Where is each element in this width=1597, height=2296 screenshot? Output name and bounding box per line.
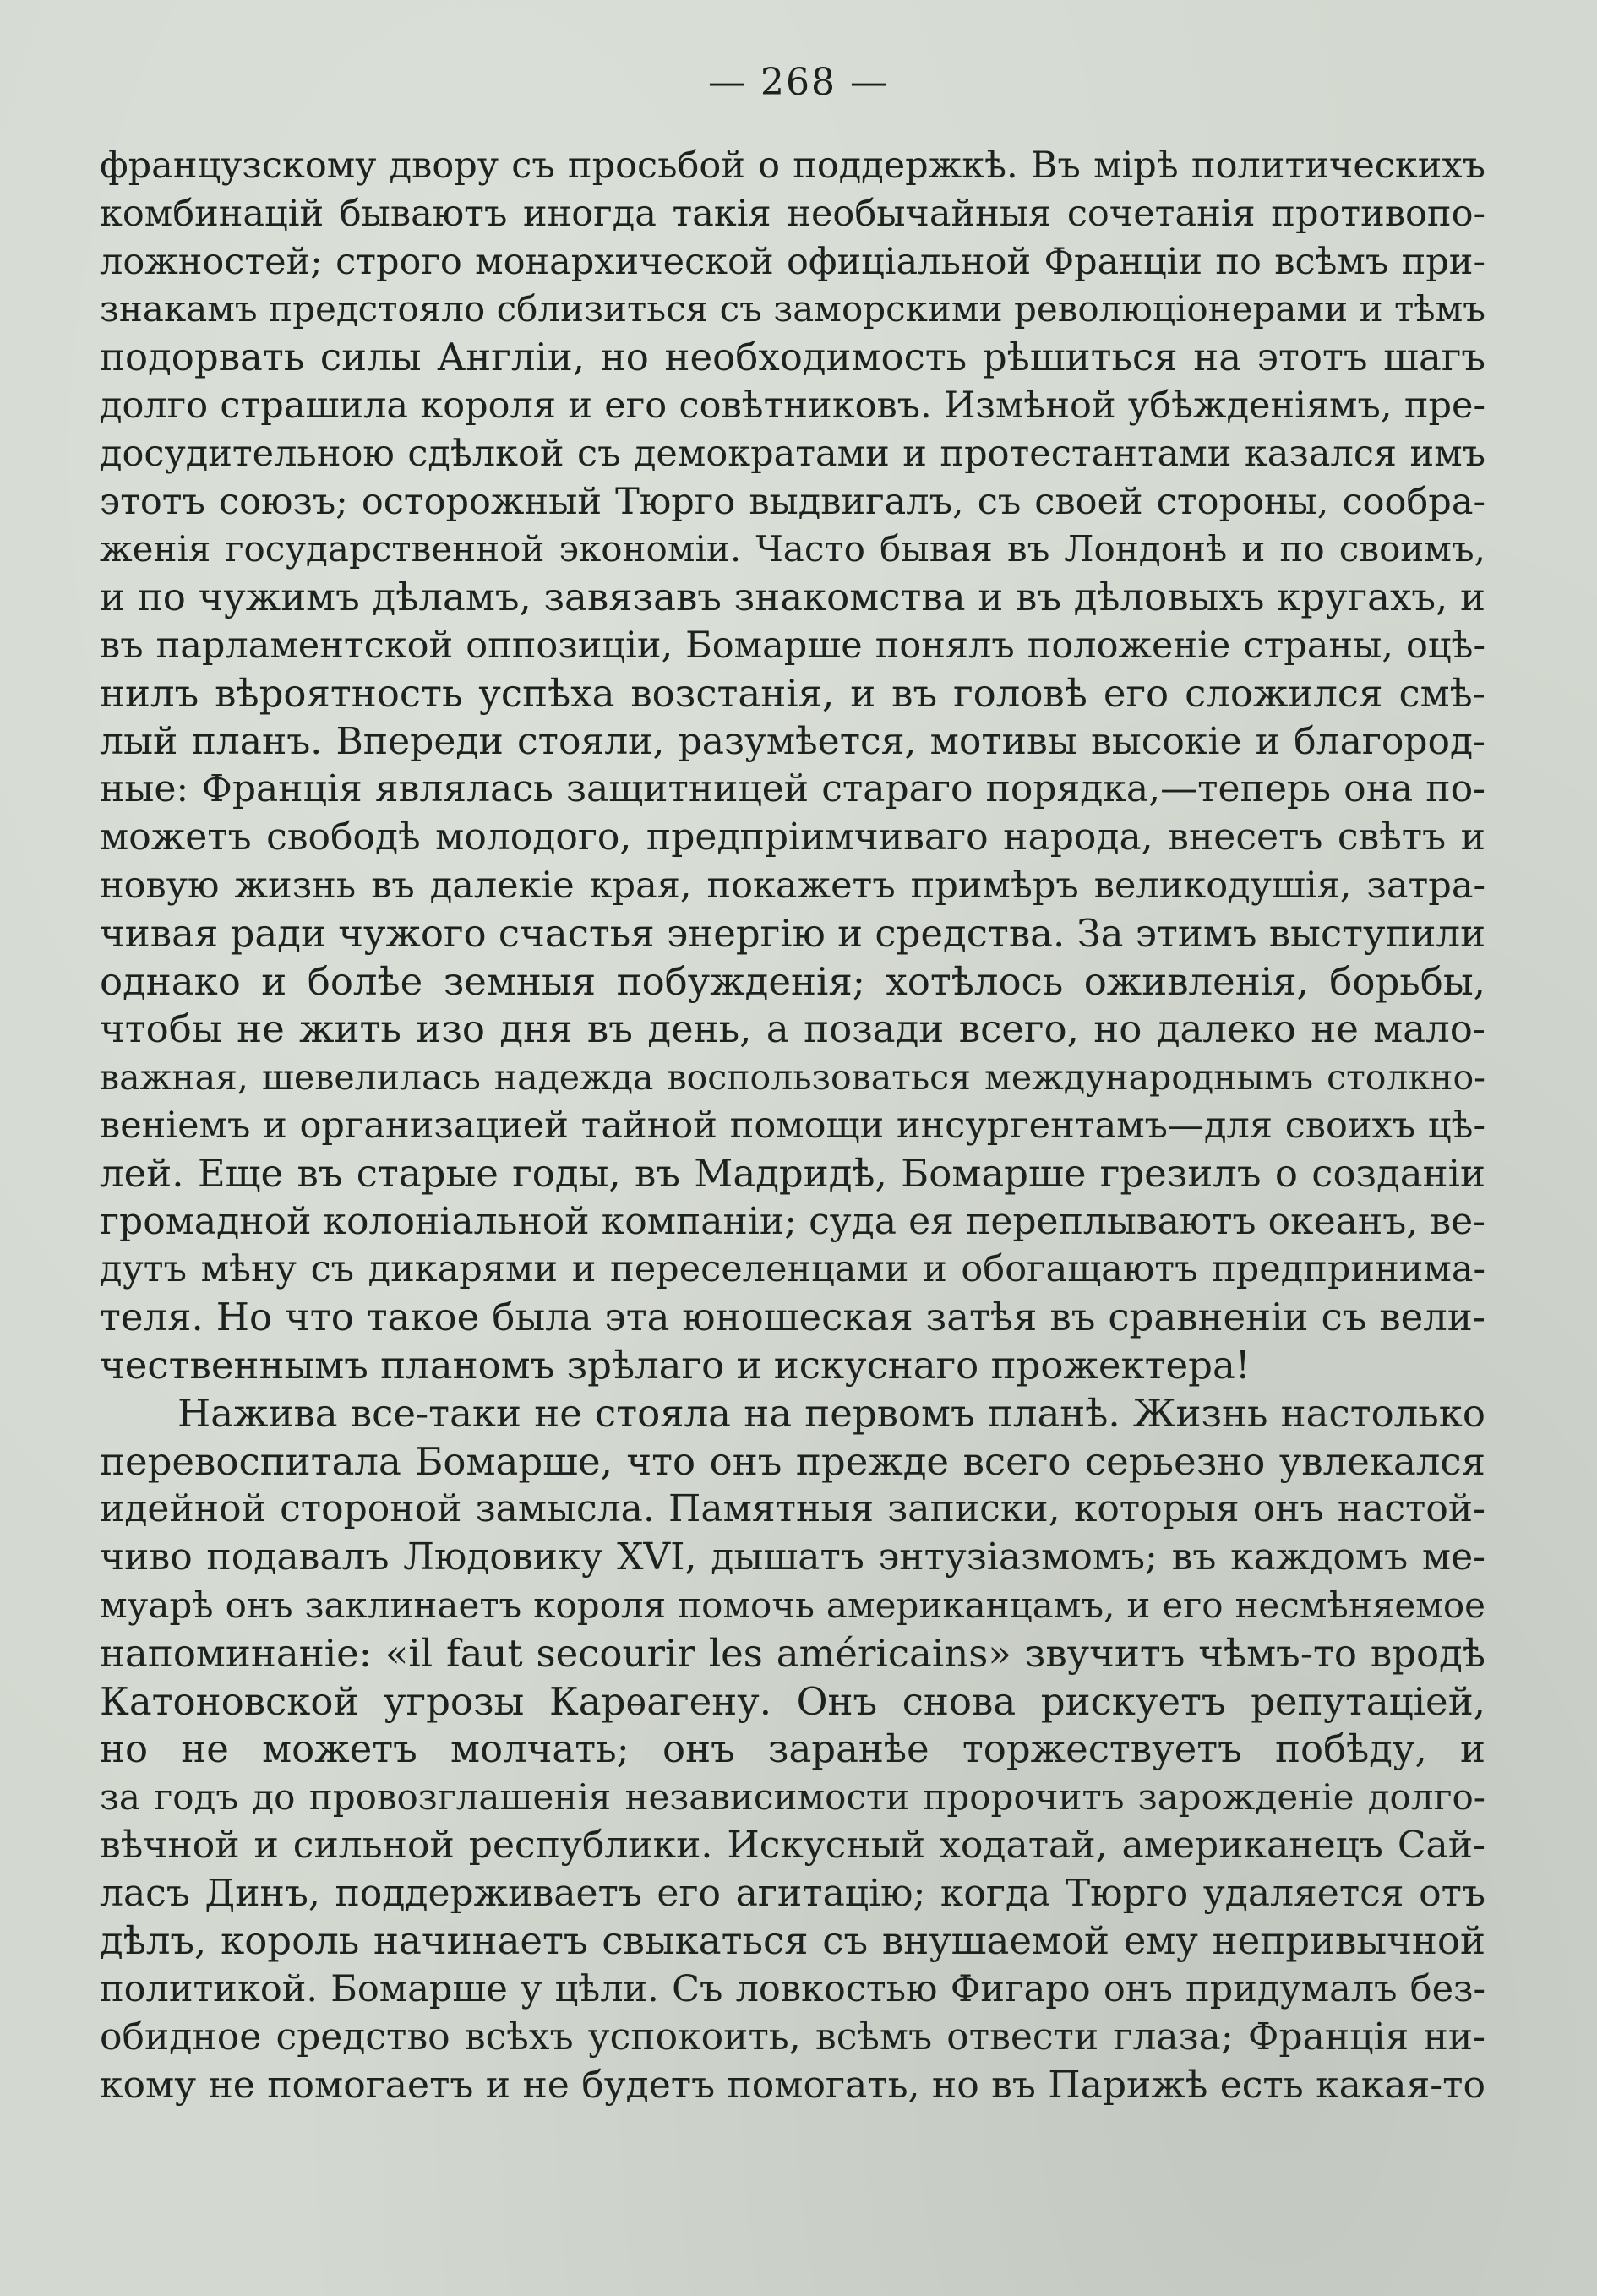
text-line: долго страшила короля и его совѣтниковъ. Измѣной убѣжденіямъ, пре- (100, 384, 1485, 427)
text-line: подорвать силы Англіи, но необходимость рѣшиться на этотъ шагъ (100, 335, 1485, 380)
text-line: чивая ради чужого счастья энергію и средства. За этимъ выступили (100, 910, 1485, 956)
text-line: нилъ вѣроятность успѣха возстанія, и въ головѣ его сложился смѣ- (100, 670, 1485, 716)
text-line: французскому двору съ просьбой о поддержкѣ. Въ мірѣ политическихъ (100, 145, 1485, 187)
text-line: идейной стороной замысла. Памятныя записки, которыя онъ настой- (100, 1487, 1485, 1531)
text-line: въ парламентской оппозиціи, Бомарше понялъ положеніе страны, оцѣ- (100, 624, 1485, 667)
text-line: кому не помогаетъ и не будетъ помогать, но въ Парижѣ есть какая-то (100, 2063, 1485, 2107)
text-line: ложностей; строго монархической офиціальной Франціи по всѣмъ при- (100, 240, 1485, 283)
text-line: досудительною сдѣлкой съ демократами и протестантами казался имъ (100, 432, 1485, 475)
text-line: можетъ свободѣ молодого, предпріимчиваго народа, внесетъ свѣтъ и (100, 815, 1485, 859)
text-line: политикой. Бомарше у цѣли. Съ ловкостью Фигаро онъ придумалъ без- (100, 1968, 1485, 2011)
text-line: лый планъ. Впереди стояли, разумѣется, мотивы высокіе и благород- (100, 719, 1485, 763)
text-line: Катоновской угрозы Карѳагену. Онъ снова рискуетъ репутаціей, (100, 1678, 1485, 1724)
text-line: теля. Но что такое была эта юношеская затѣя въ сравненіи съ вели- (100, 1295, 1485, 1340)
text-line: Нажива все-таки не стояла на первомъ планѣ. Жизнь настолько (177, 1390, 1485, 1436)
text-line: чиво подавалъ Людовику XVI, дышатъ энтузіазмомъ; въ каждомъ ме- (100, 1535, 1485, 1579)
text-line: вѣчной и сильной республики. Искусный ходатай, американецъ Сай- (100, 1823, 1485, 1867)
paragraph (100, 142, 1485, 1390)
text-line: обидное средство всѣхъ успокоить, всѣмъ отвести глаза; Франція ни- (100, 2015, 1485, 2059)
text-line: за годъ до провозглашенія независимости пророчитъ зарожденіе долго- (100, 1776, 1485, 1819)
text-line: женія государственной экономіи. Часто бывая въ Лондонѣ и по своимъ, (100, 528, 1485, 570)
text-line: громадной колоніальной компаніи; суда ея переплываютъ океанъ, ве- (100, 1199, 1485, 1243)
text-line: дѣлъ, король начинаетъ свыкаться съ внушаемой ему непривычной (100, 1918, 1485, 1964)
text-line: новую жизнь въ далекіе края, покажетъ примѣръ великодушія, затра- (100, 864, 1485, 907)
text-line: лей. Еще въ старые годы, въ Мадридѣ, Бомарше грезилъ о созданіи (100, 1150, 1485, 1196)
page-number: — 268 — (708, 61, 889, 104)
text-line: веніемъ и организацией тайной помощи инсургентамъ—для своихъ цѣ- (100, 1104, 1485, 1147)
text-line: чтобы не жить изо дня въ день, а позади всего, но далеко не мало- (100, 1006, 1485, 1052)
text-line: знакамъ предстояло сблизиться съ заморскими революціонерами и тѣмъ (100, 288, 1485, 330)
text-line: и по чужимъ дѣламъ, завязавъ знакомства и въ дѣловыхъ кругахъ, и (100, 575, 1485, 620)
text-line: напоминаніе: «il faut secourir les américains» звучитъ чѣмъ-то вродѣ (100, 1630, 1485, 1676)
text-line: этотъ союзъ; осторожный Тюрго выдвигалъ, съ своей стороны, сообра- (100, 480, 1485, 523)
text-line: но не можетъ молчать; онъ заранѣе торжествуетъ побѣду, и (100, 1726, 1485, 1772)
text-line: важная, шевелилась надежда воспользоваться международнымъ столкно- (100, 1057, 1485, 1099)
text-line: дутъ мѣну съ дикарями и переселенцами и обогащаютъ предпринима- (100, 1248, 1485, 1291)
text-line: однако и болѣе земныя побужденія; хотѣлось оживленія, борьбы, (100, 958, 1485, 1004)
text-line: ные: Франція являлась защитницей стараго порядка,—теперь она по- (100, 767, 1485, 811)
paragraph (100, 1390, 1485, 2110)
text-line: ласъ Динъ, поддерживаетъ его агитацію; когда Тюрго удаляется отъ (100, 1871, 1485, 1915)
text-line: комбинацій бываютъ иногда такія необычайныя сочетанія противопо- (100, 192, 1485, 235)
text-line: муарѣ онъ заклинаетъ короля помочь американцамъ, и его несмѣняемое (100, 1584, 1485, 1626)
text-line: чественнымъ планомъ зрѣлаго и искуснаго прожектера! (100, 1342, 1251, 1388)
text-line: перевоспитала Бомарше, что онъ прежде всего серьезно увлекался (100, 1438, 1485, 1484)
body-text (100, 142, 1485, 2110)
